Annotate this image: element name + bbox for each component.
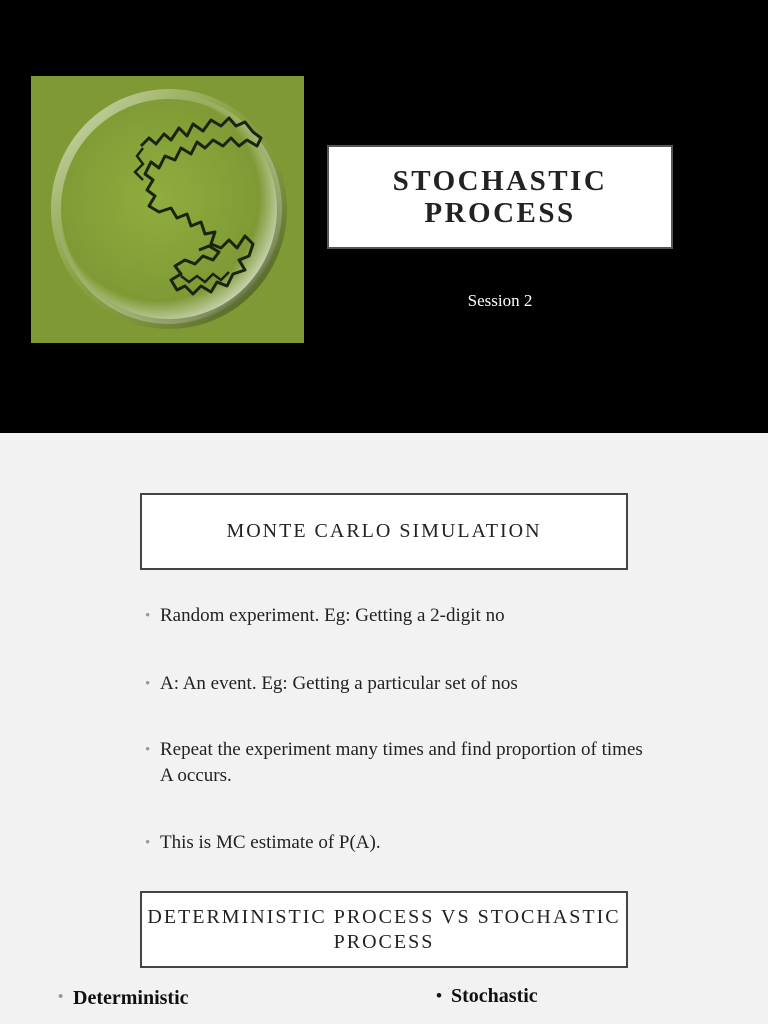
- stochastic-label: • Stochastic: [436, 985, 538, 1008]
- deterministic-label: • Deterministic: [58, 987, 189, 1010]
- bullet-item: • This is MC estimate of P(A).: [145, 830, 645, 856]
- title-slide: [0, 0, 768, 433]
- bullet-item: • Repeat the experiment many times and find proportion of times A occurs.: [145, 737, 645, 789]
- slide-subtitle: Session 2: [467, 291, 533, 310]
- brownian-motion-sphere-icon: [31, 76, 304, 343]
- monte-carlo-heading: MONTE CARLO SIMULATION: [140, 493, 628, 570]
- bullet-item: • A: An event. Eg: Getting a particular set of nos: [145, 671, 645, 697]
- deterministic-vs-stochastic-heading: DETERMINISTIC PROCESS VS STOCHASTIC PROCESS: [140, 891, 628, 968]
- bullet-item: • Random experiment. Eg: Getting a 2-digit no: [145, 603, 645, 629]
- content-slide: [0, 433, 768, 1024]
- title-box: [327, 145, 673, 249]
- slide-title: STOCHASTIC PROCESS: [392, 165, 608, 229]
